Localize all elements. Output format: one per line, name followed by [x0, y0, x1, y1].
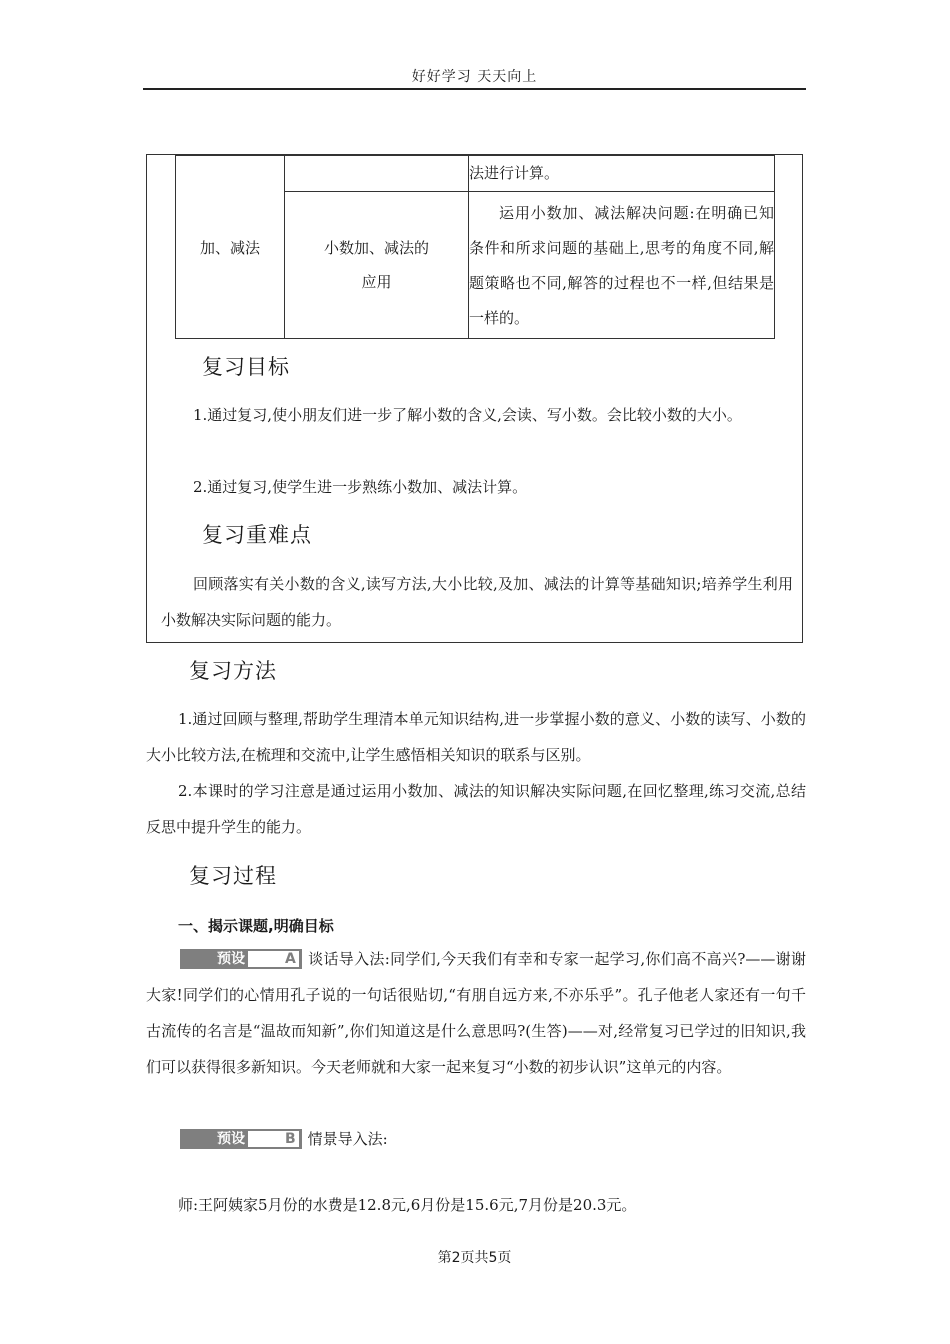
preset-a-paragraph — [146, 941, 806, 1085]
process-title: 复习过程 — [189, 864, 277, 888]
table-row1-subtopic — [285, 156, 469, 192]
table-row2-text — [469, 192, 775, 339]
method-item-1: 1.通过回顾与整理,帮助学生理清本单元知识结构,进一步掌握小数的意义、小数的读写、小数的大小比较方法,在梳理和交流中,让学生感悟相关知识的联系与区别。 — [146, 710, 806, 764]
table-row2-subtopic — [285, 192, 469, 339]
preset-b-paragraph — [146, 1121, 806, 1157]
method-item-2: 2.本课时的学习注意是通过运用小数加、减法的知识解决实际问题,在回忆整理,练习交流,总结反思中提升学生的能力。 — [146, 782, 806, 836]
goal-item-1: 1.通过复习,使小朋友们进一步了解小数的含义,会读、写小数。会比较小数的大小。 — [193, 406, 742, 424]
table-row2-text-content: 运用小数加、减法解决问题:在明确已知条件和所求问题的基础上,思考的角度不同,解题策略也不同,解答的过程也不一样,但结果是一样的。 — [469, 204, 774, 327]
goals-title: 复习目标 — [202, 355, 290, 379]
preset-b-letter: B — [248, 1131, 299, 1147]
teacher-line: 师:王阿姨家5月份的水费是12.8元,6月份是15.6元,7月份是20.3元。 — [178, 1196, 637, 1214]
page-header: 好好学习 天天向上 — [411, 69, 538, 85]
table-topic: 加、减法 — [176, 156, 285, 339]
preset-b-label: 预设 — [217, 1131, 245, 1147]
goal-item-2: 2.通过复习,使学生进一步熟练小数加、减法计算。 — [193, 478, 528, 496]
header-rule — [143, 88, 806, 90]
preset-b-badge — [180, 1129, 302, 1149]
key-points-text: 回顾落实有关小数的含义,读写方法,大小比较,及加、减法的计算等基础知识;培养学生利用小数解决实际问题的能力。 — [161, 575, 793, 629]
table-row2-subtopic-text: 小数加、减法的应用 — [323, 239, 429, 291]
preset-b-text: 情景导入法: — [307, 1130, 388, 1148]
preset-a-badge — [180, 949, 302, 969]
preset-a-label: 预设 — [217, 951, 245, 967]
table-row1-text: 法进行计算。 — [469, 156, 775, 192]
page-footer: 第2页共5页 — [437, 1250, 512, 1266]
methods-title: 复习方法 — [189, 659, 277, 683]
preset-a-letter: A — [248, 951, 299, 967]
key-points-title: 复习重难点 — [202, 523, 312, 547]
process-step-1: 一、揭示课题,明确目标 — [178, 917, 334, 935]
knowledge-table — [175, 155, 775, 339]
preset-a-text: 谈话导入法:同学们,今天我们有幸和专家一起学习,你们高不高兴?——谢谢大家!同学们的心情用孔子说的一句话很贴切,“有朋自远方来,不亦乐乎”。孔子他老人家还有一句千古流传的名言是“温故而知新”,你们知道这是什么意思吗?(生答)——对,经常复习已学过的旧知识,我们可以获得很多新知识。今天老师就和大家一起来复习“小数的初步认识”这单元的内容。 — [146, 950, 806, 1076]
